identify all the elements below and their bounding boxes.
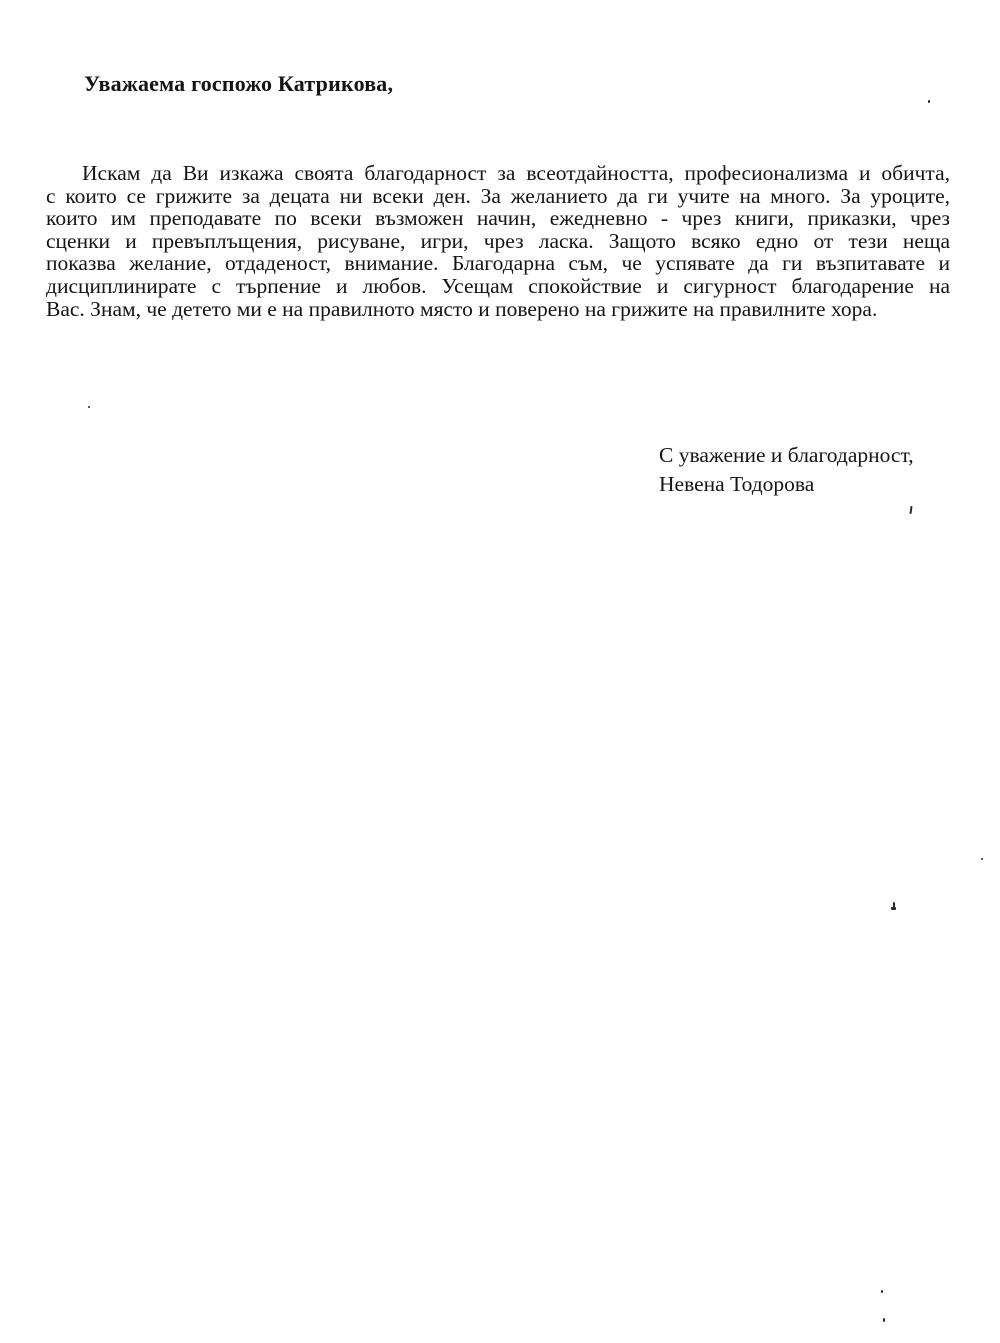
closing-phrase: С уважение и благодарност,	[659, 443, 914, 467]
body-line: с които се грижите за децата ни всеки ден. За желанието да ги учите на много. За уроците,	[46, 183, 950, 208]
scan-speck	[881, 1290, 883, 1293]
scan-speck	[88, 406, 90, 408]
letter-body	[46, 162, 950, 320]
body-line: дисциплинирате с търпение и любов. Усещам спокойствие и сигурност благодарение на	[46, 273, 950, 298]
body-line: сценки и превъплъщения, рисуване, игри, чрез ласка. Защото всяко едно от тези неща	[46, 228, 950, 253]
scan-speck	[883, 1318, 885, 1322]
scan-speck	[928, 100, 930, 103]
scan-speck	[909, 506, 912, 514]
body-line: показва желание, отдаденост, внимание. Благодарна съм, че успявате да ги възпитавате и	[46, 251, 950, 276]
signature-name: Невена Тодорова	[659, 472, 815, 496]
scan-speck	[981, 858, 983, 860]
scan-speck	[891, 907, 896, 910]
letter-salutation: Уважаема госпожо Катрикова,	[84, 71, 394, 96]
body-line: Вас. Знам, че детето ми е на правилното място и поверено на грижите на правилните хора.	[46, 296, 878, 321]
body-line: Искам да Ви изкажа своята благодарност за всеотдайността, професионализма и обичта,	[82, 161, 950, 185]
letter-closing	[659, 441, 914, 499]
body-line: които им преподавате по всеки възможен начин, ежедневно - чрез книги, приказки, чрез	[46, 206, 950, 231]
